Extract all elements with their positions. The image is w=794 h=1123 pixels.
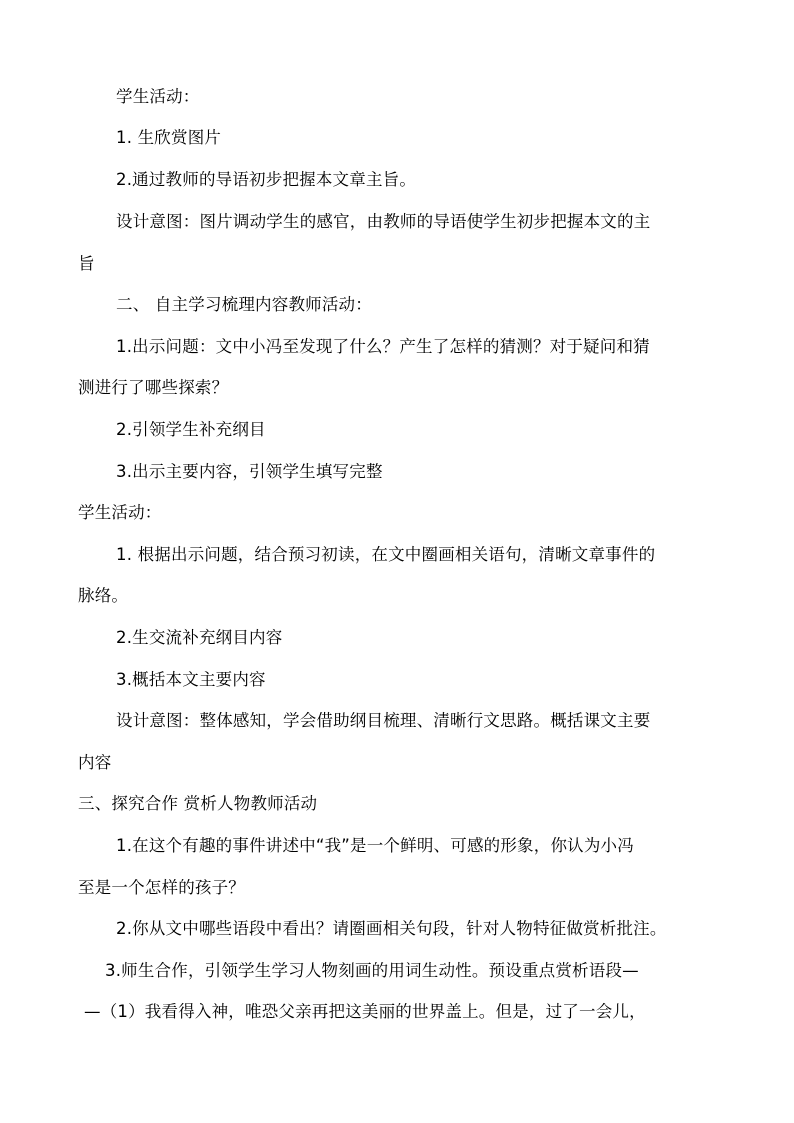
section-label-student-activity-2: 学生活动： <box>78 503 162 522</box>
student-step-1: 1. 生欣赏图片 <box>116 128 222 147</box>
teacher-step-1c: 1.在这个有趣的事件讲述中“我”是一个鲜明、可感的形象，你认为小冯 <box>116 836 634 855</box>
teacher-step-3c: 3.师生合作，引领学生学习人物刻画的用词生动性。预设重点赏析语段— <box>105 961 639 980</box>
teacher-step-1c-continued: 至是一个怎样的孩子？ <box>78 878 245 897</box>
design-intent-2: 设计意图：整体感知，学会借助纲目梳理、清晰行文思路。概括课文主要 <box>116 711 651 730</box>
student-step-1b: 1. 根据出示问题，结合预习初读，在文中圈画相关语句，清晰文章事件的 <box>116 545 656 564</box>
section-label-student-activity-1: 学生活动： <box>116 87 200 106</box>
teacher-step-3: 3.出示主要内容，引领学生填写完整 <box>116 462 383 481</box>
teacher-step-2: 2.引领学生补充纲目 <box>116 420 266 439</box>
design-intent-2-continued: 内容 <box>78 753 112 772</box>
student-step-2b: 2.生交流补充纲目内容 <box>116 628 283 647</box>
design-intent-1-continued: 旨 <box>78 254 95 273</box>
teacher-step-2c: 2.你从文中哪些语段中看出？请圈画相关句段，针对人物特征做赏析批注。 <box>116 919 667 938</box>
section-heading-3: 三、探究合作 赏析人物教师活动 <box>78 794 318 813</box>
teacher-step-1: 1.出示问题：文中小冯至发现了什么？产生了怎样的猜测？对于疑问和猜 <box>116 337 650 356</box>
teacher-step-1-continued: 测进行了哪些探索？ <box>78 378 229 397</box>
student-step-2: 2.通过教师的导语初步把握本文章主旨。 <box>116 170 417 189</box>
teacher-step-3c-continued: —（1）我看得入神，唯恐父亲再把这美丽的世界盖上。但是，过了一会儿， <box>84 1002 646 1021</box>
section-heading-2: 二、 自主学习梳理内容教师活动： <box>116 295 372 314</box>
student-step-3b: 3.概括本文主要内容 <box>116 670 266 689</box>
design-intent-1: 设计意图：图片调动学生的感官，由教师的导语使学生初步把握本文的主 <box>116 212 651 231</box>
student-step-1b-continued: 脉络。 <box>78 586 129 605</box>
